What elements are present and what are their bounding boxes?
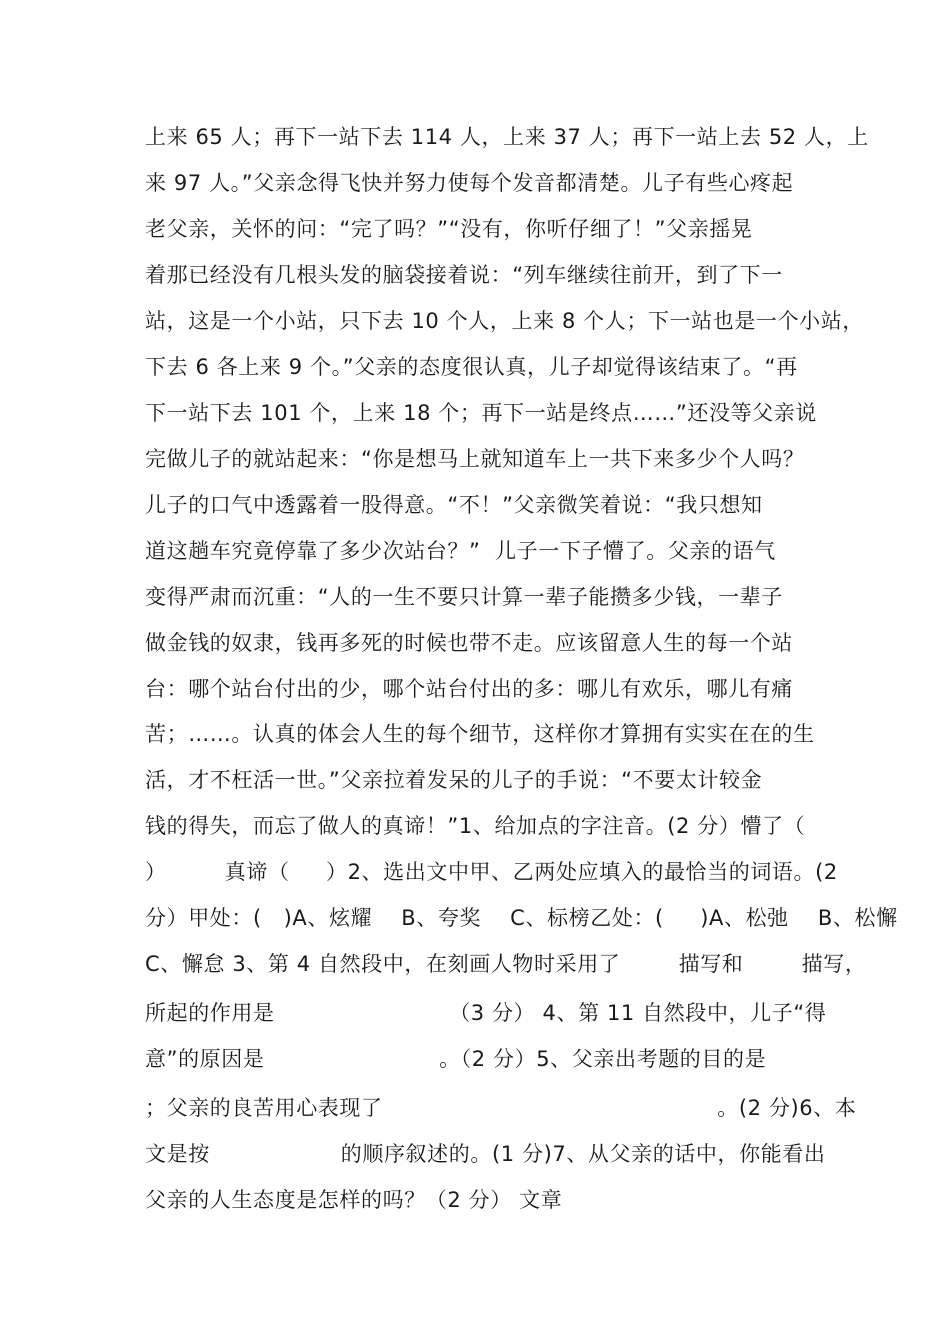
- text-line: 道这趟车究竟停靠了多少次站台？” 儿子一下子懵了。父亲的语气: [145, 539, 776, 563]
- text-line: 儿子的口气中透露着一股得意。“不！”父亲微笑着说：“我只想知: [145, 493, 763, 517]
- text-line: 完做儿子的就站起来：“你是想马上就知道车上一共下来多少个人吗？: [145, 447, 805, 471]
- text-line: 活，才不枉活一世。”父亲拉着发呆的儿子的手说：“不要太计较金: [145, 768, 763, 792]
- question-line: 分）甲处：( )A、炫耀 B、夸奖 C、标榜乙处：( )A、松弛 B、松懈: [145, 906, 898, 930]
- text-line: 苦；……。认真的体会人生的每个细节，这样你才算拥有实实在在的生: [145, 722, 815, 746]
- question-line: 意”的原因是 。（2 分）5、父亲出考题的目的是: [145, 1047, 767, 1071]
- text-line: 老父亲，关怀的问：“完了吗？”“没有，你听仔细了！”父亲摇晃: [145, 217, 753, 241]
- question-line: 文是按 的顺序叙述的。(1 分)7、从父亲的话中，你能看出: [145, 1142, 826, 1166]
- text-line: 着那已经没有几根头发的脑袋接着说：“列车继续往前开，到了下一: [145, 263, 783, 287]
- text-line: 下去 6 各上来 9 个。”父亲的态度很认真，儿子却觉得该结束了。“再: [145, 355, 798, 379]
- question-line: 钱的得失，而忘了做人的真谛！”1、给加点的字注音。(2 分）懵了（: [145, 814, 806, 838]
- text-line: 站，这是一个小站，只下去 10 个人，上来 8 个人；下一站也是一个小站，: [145, 309, 864, 333]
- text-line: 做金钱的奴隶，钱再多死的时候也带不走。应该留意人生的每一个站: [145, 631, 793, 655]
- question-line: 父亲的人生态度是怎样的吗？（2 分） 文章: [145, 1188, 563, 1212]
- text-line: 变得严肃而沉重：“人的一生不要只计算一辈子能攒多少钱，一辈子: [145, 585, 783, 609]
- text-line: 下一站下去 101 个，上来 18 个；再下一站是终点……”还没等父亲说: [145, 401, 817, 425]
- text-line: 台：哪个站台付出的少，哪个站台付出的多：哪儿有欢乐，哪儿有痛: [145, 677, 793, 701]
- text-line: 来 97 人。”父亲念得飞快并努力使每个发音都清楚。儿子有些心疼起: [145, 171, 794, 195]
- question-line: 所起的作用是 （3 分） 4、第 11 自然段中，儿子“得: [145, 1001, 827, 1025]
- question-line: ） 真谛（ ）2、选出文中甲、乙两处应填入的最恰当的词语。(2: [145, 860, 838, 884]
- question-line: ；父亲的良苦用心表现了 。(2 分)6、本: [145, 1096, 857, 1120]
- text-line: 上来 65 人；再下一站下去 114 人，上来 37 人；再下一站上去 52 人，上: [145, 125, 869, 149]
- question-line: C、懈怠 3、第 4 自然段中，在刻画人物时采用了 描写和 描写，: [145, 952, 867, 976]
